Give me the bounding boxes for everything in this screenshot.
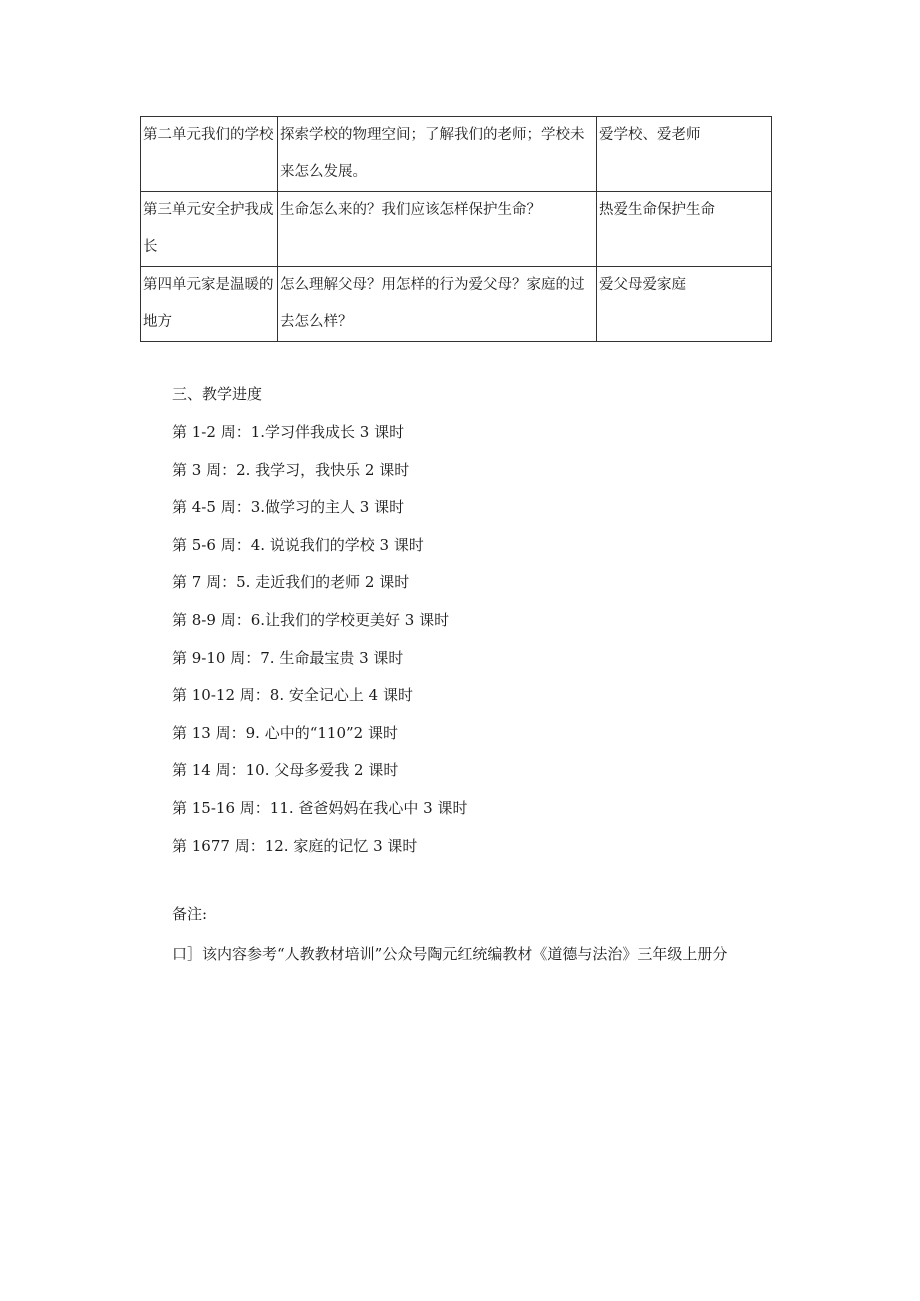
schedule-item: 第 3 周：2. 我学习，我快乐 2 课时: [172, 460, 410, 479]
table-row: [141, 267, 772, 342]
schedule-item: 第 4-5 周：3.做学习的主人 3 课时: [172, 498, 405, 517]
unit-cell: [141, 267, 278, 342]
unit-questions: 怎么理解父母？用怎样的行为爱父母？家庭的过去怎么样？: [280, 277, 585, 330]
schedule-item: 第 14 周：10. 父母多爱我 2 课时: [172, 761, 399, 780]
schedule-item: 第 9-10 周：7. 生命最宝贵 3 课时: [172, 648, 404, 667]
table-row: [141, 117, 772, 192]
questions-cell: [278, 267, 597, 342]
schedule-item: 第 8-9 周：6.让我们的学校更美好 3 课时: [172, 610, 450, 629]
unit-cell: [141, 192, 278, 267]
schedule-section: [172, 380, 852, 869]
unit-goal: 热爱生命保护生命: [599, 202, 715, 218]
schedule-item: 第 1677 周：12. 家庭的记忆 3 课时: [172, 836, 418, 855]
schedule-item: 第 7 周：5. 走近我们的老师 2 课时: [172, 573, 410, 592]
schedule-item: 第 13 周：9. 心中的“110”2 课时: [172, 723, 398, 742]
unit-cell: [141, 117, 278, 192]
unit-questions: 探索学校的物理空间；了解我们的老师；学校未来怎么发展。: [280, 127, 585, 180]
goal-cell: [597, 117, 772, 192]
unit-name: 第二单元我们的学校: [143, 127, 274, 143]
table-row: [141, 192, 772, 267]
section-title: 三、教学进度: [172, 385, 263, 403]
unit-goal: 爱学校、爱老师: [599, 127, 701, 143]
schedule-item: 第 10-12 周：8. 安全记心上 4 课时: [172, 686, 413, 705]
unit-name: 第三单元安全护我成长: [143, 202, 274, 255]
questions-cell: [278, 192, 597, 267]
questions-cell: [278, 117, 597, 192]
units-table: [140, 116, 772, 342]
schedule-item: 第 5-6 周：4. 说说我们的学校 3 课时: [172, 535, 424, 554]
schedule-item: 第 15-16 周：11. 爸爸妈妈在我心中 3 课时: [172, 798, 468, 817]
schedule-item: 第 1-2 周：1.学习伴我成长 3 课时: [172, 423, 405, 441]
notes-text: 口］该内容参考“人教教材培训”公众号陶元红统编教材《道德与法治》三年级上册分: [172, 945, 728, 963]
goal-cell: [597, 192, 772, 267]
notes-label: 备注:: [172, 905, 208, 923]
unit-goal: 爱父母爱家庭: [599, 277, 686, 293]
goal-cell: [597, 267, 772, 342]
unit-name: 第四单元家是温暖的地方: [143, 277, 274, 330]
notes-section: [172, 900, 852, 968]
unit-questions: 生命怎么来的？我们应该怎样保护生命？: [280, 202, 541, 218]
